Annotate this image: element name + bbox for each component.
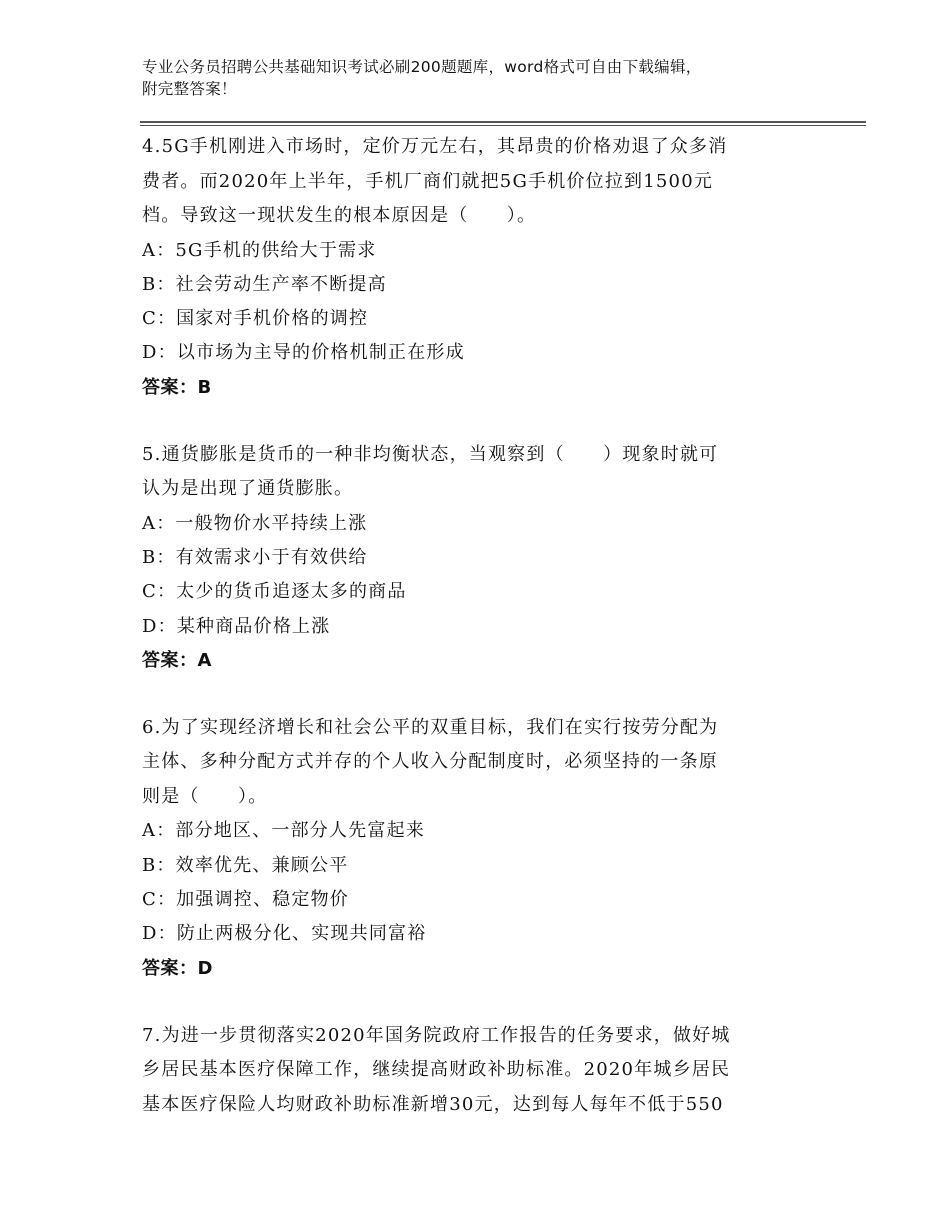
question-text-line: 费者。而2020年上半年，手机厂商们就把5G手机价位拉到1500元 xyxy=(142,170,714,192)
option-d: D：以市场为主导的价格机制正在形成 xyxy=(142,342,465,364)
answer: 答案：D xyxy=(142,957,213,979)
question-text-line: 4.5G手机刚进入市场时，定价万元左右，其昂贵的价格劝退了众多消 xyxy=(142,136,728,157)
question-text-line: 认为是出现了通货膨胀。 xyxy=(142,478,354,500)
answer: 答案：A xyxy=(142,649,212,671)
question-list xyxy=(142,130,862,1122)
question-text-line: 则是（ ）。 xyxy=(142,785,268,807)
option-b: B：社会劳动生产率不断提高 xyxy=(142,273,387,295)
question-4 xyxy=(142,130,862,405)
question-text-line: 5.通货膨胀是货币的一种非均衡状态，当观察到（ ）现象时就可 xyxy=(142,443,719,465)
question-text-line: 主体、多种分配方式并存的个人收入分配制度时，必须坚持的一条原 xyxy=(142,751,718,773)
header-line-2: 附完整答案！ xyxy=(142,80,237,98)
question-6 xyxy=(142,711,862,986)
option-d: D：防止两极分化、实现共同富裕 xyxy=(142,923,427,945)
question-text-line: 档。导致这一现状发生的根本原因是（ ）。 xyxy=(142,205,537,226)
question-text-line: 乡居民基本医疗保障工作，继续提高财政补助标准。2020年城乡居民 xyxy=(142,1059,731,1081)
option-a: A：部分地区、一部分人先富起来 xyxy=(142,820,425,842)
answer: 答案：B xyxy=(142,376,212,398)
option-b: B：效率优先、兼顾公平 xyxy=(142,854,349,876)
spacer xyxy=(142,986,862,1019)
header-divider-top xyxy=(140,121,866,123)
question-7 xyxy=(142,1019,862,1123)
option-b: B：有效需求小于有效供给 xyxy=(142,546,368,568)
question-text-line: 6.为了实现经济增长和社会公平的双重目标，我们在实行按劳分配为 xyxy=(142,716,719,738)
option-a: A：一般物价水平持续上涨 xyxy=(142,512,368,534)
question-5 xyxy=(142,438,862,678)
spacer xyxy=(142,678,862,711)
option-c: C：加强调控、稳定物价 xyxy=(142,888,349,910)
option-d: D：某种商品价格上涨 xyxy=(142,615,331,637)
question-text-line: 基本医疗保险人均财政补助标准新增30元，达到每人每年不低于550 xyxy=(142,1093,724,1115)
spacer xyxy=(142,405,862,438)
option-c: C：太少的货币追逐太多的商品 xyxy=(142,581,407,603)
header-divider-bottom xyxy=(140,125,866,127)
question-text-line: 7.为进一步贯彻落实2020年国务院政府工作报告的任务要求，做好城 xyxy=(142,1024,731,1046)
page-header xyxy=(142,56,842,100)
option-c: C：国家对手机价格的调控 xyxy=(142,308,369,330)
header-line-1: 专业公务员招聘公共基础知识考试必刷200题题库，word格式可自由下载编辑， xyxy=(142,58,702,76)
option-a: A：5G手机的供给大于需求 xyxy=(142,239,377,261)
